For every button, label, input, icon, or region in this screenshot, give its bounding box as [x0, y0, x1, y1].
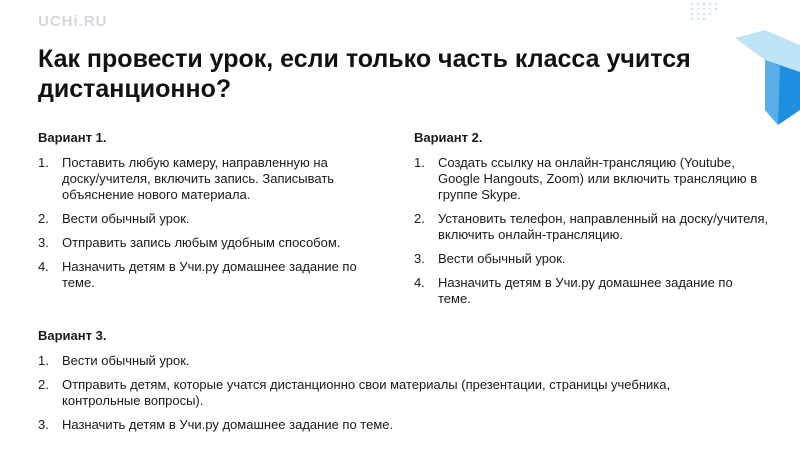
- list-text: Установить телефон, направленный на доску/учителя, включить онлайн-трансляцию.: [438, 211, 769, 242]
- list-number: 1.: [38, 353, 49, 368]
- variant-3-list: [38, 353, 738, 433]
- list-number: 4.: [38, 259, 49, 274]
- dot-grid-decoration: [691, 3, 718, 21]
- list-text: Вести обычный урок.: [62, 353, 190, 368]
- variant-2-heading: Вариант 2.: [414, 130, 483, 145]
- list-number: 3.: [414, 251, 425, 266]
- list-item: [38, 235, 363, 251]
- list-item: [38, 353, 738, 369]
- list-item: [414, 275, 769, 307]
- variant-1-list: [38, 155, 363, 291]
- list-item: [38, 377, 738, 409]
- blue-shade-shape: [765, 60, 780, 125]
- list-item: [38, 211, 363, 227]
- list-item: [38, 259, 363, 291]
- list-item: [414, 155, 769, 203]
- variant-2-list: [414, 155, 769, 307]
- variant-1-heading: Вариант 1.: [38, 130, 107, 145]
- variant-1-block: [38, 130, 363, 299]
- list-item: [414, 251, 769, 267]
- list-number: 2.: [38, 211, 49, 226]
- list-text: Назначить детям в Учи.ру домашнее задание по теме.: [438, 275, 733, 306]
- variant-3-block: [38, 328, 738, 441]
- page-title: Как провести урок, если только часть класса учится дистанционно?: [38, 45, 691, 103]
- list-text: Поставить любую камеру, направленную на доску/учителя, включить запись. Записывать объяснение нового материала.: [62, 155, 335, 202]
- list-number: 3.: [38, 235, 49, 250]
- list-number: 3.: [38, 417, 49, 432]
- list-text: Назначить детям в Учи.ру домашнее задание по теме.: [62, 417, 394, 432]
- list-item: [414, 211, 769, 243]
- list-item: [38, 417, 738, 433]
- uchi-ru-logo: UCHi.RU: [38, 13, 108, 30]
- list-text: Назначить детям в Учи.ру домашнее задание по теме.: [62, 259, 357, 290]
- list-number: 2.: [38, 377, 49, 392]
- list-text: Отправить детям, которые учатся дистанционно свои материалы (презентации, страницы учебника, контрольные вопросы).: [62, 377, 671, 408]
- list-number: 4.: [414, 275, 425, 290]
- list-text: Создать ссылку на онлайн-трансляцию (Youtube, Google Hangouts, Zoom) или включить трансляцию в группе Skype.: [438, 155, 758, 202]
- list-item: [38, 155, 363, 203]
- list-number: 1.: [38, 155, 49, 170]
- list-text: Вести обычный урок.: [438, 251, 566, 266]
- list-number: 1.: [414, 155, 425, 170]
- variant-3-heading: Вариант 3.: [38, 328, 107, 343]
- variant-2-block: [414, 130, 769, 315]
- list-number: 2.: [414, 211, 425, 226]
- list-text: Отправить запись любым удобным способом.: [62, 235, 341, 250]
- list-text: Вести обычный урок.: [62, 211, 190, 226]
